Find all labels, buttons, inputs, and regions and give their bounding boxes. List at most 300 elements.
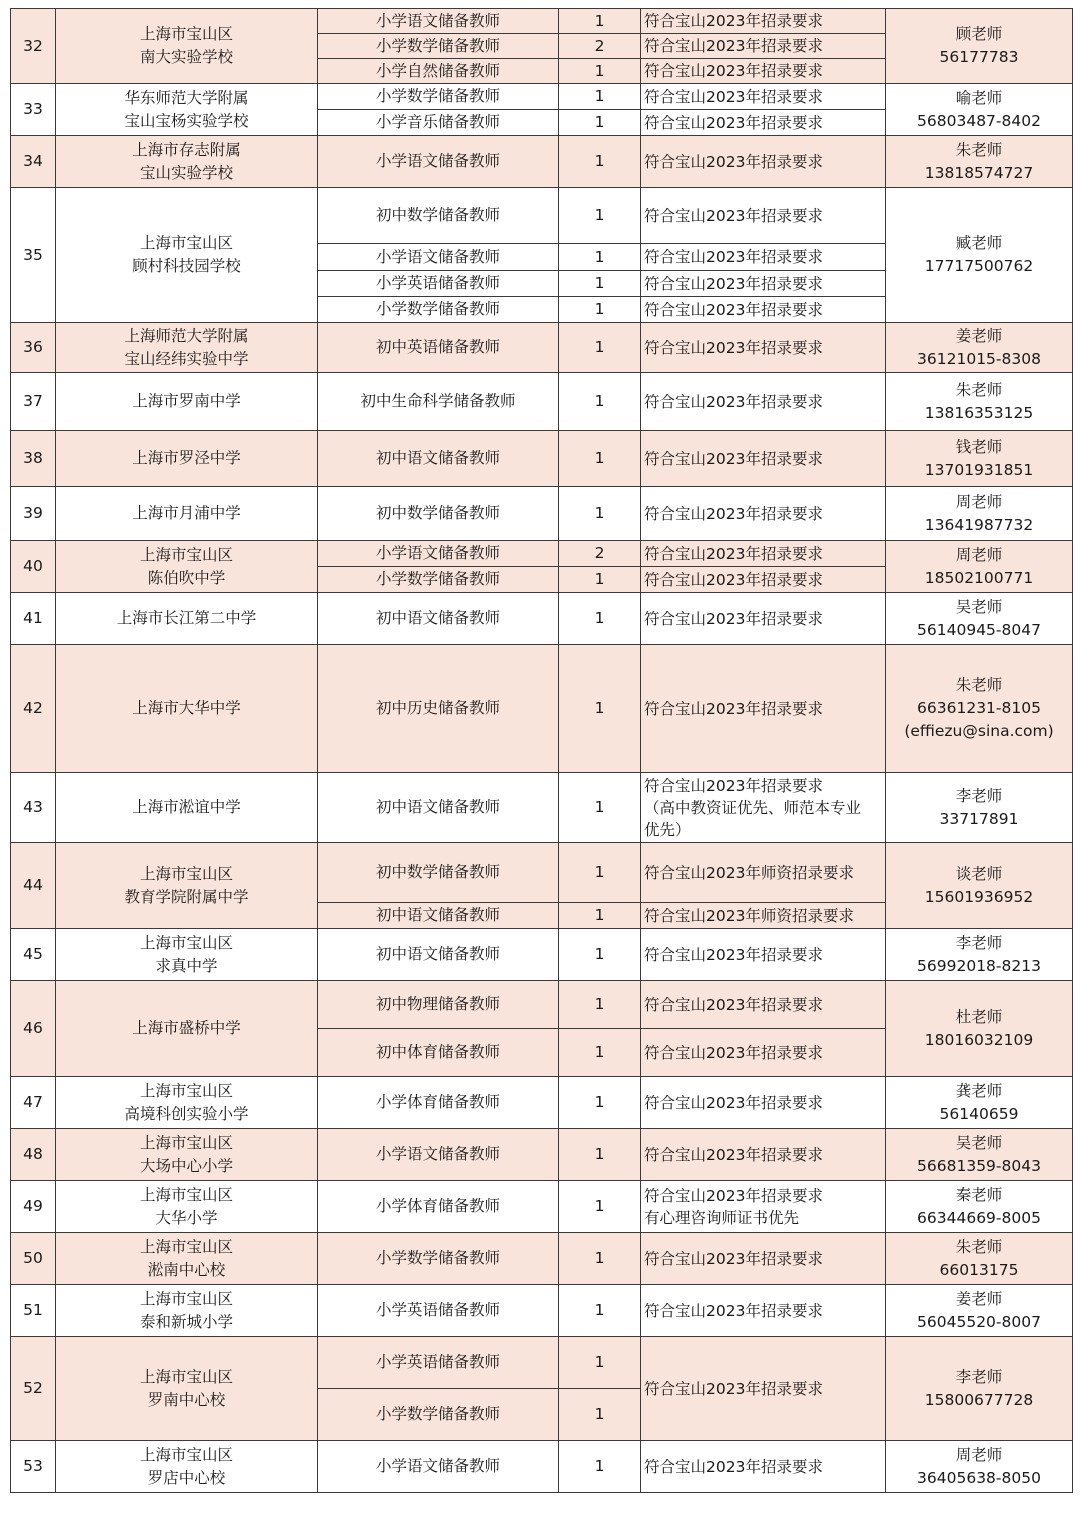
school-name (56, 1233, 318, 1285)
position-count: 1 (559, 843, 641, 903)
contact-info-line: 33717891 (939, 809, 1019, 828)
requirement (641, 843, 886, 903)
school-name (56, 541, 318, 593)
position-count: 1 (559, 773, 641, 843)
position-title: 小学自然储备教师 (318, 59, 559, 84)
school-name (56, 84, 318, 136)
school-name (56, 843, 318, 929)
table-row (11, 645, 1073, 773)
table-row (11, 1285, 1073, 1337)
school-name-line: 教育学院附属中学 (124, 887, 249, 906)
contact-info-line: 臧老师 (955, 234, 1003, 252)
contact-info-line: 56803487-8402 (917, 111, 1041, 130)
position-title: 小学语文储备教师 (318, 9, 559, 34)
contact-info-line: 18502100771 (924, 568, 1034, 587)
position-count: 1 (559, 9, 641, 34)
requirement-line: 符合宝山2023年招录要求 (644, 449, 823, 468)
position-title: 初中历史储备教师 (318, 645, 559, 773)
requirement-line: 符合宝山2023年招录要求 (644, 609, 823, 628)
requirement-line: 符合宝山2023年招录要求 (644, 248, 823, 266)
position-count: 1 (559, 1029, 641, 1077)
school-name-line: 上海市宝山区 (139, 1445, 233, 1464)
position-count: 1 (559, 645, 641, 773)
contact-info-line: 周老师 (955, 492, 1003, 511)
requirement-line: 符合宝山2023年招录要求 (644, 1043, 823, 1062)
contact-info-line: 56177783 (939, 48, 1019, 66)
requirement (641, 773, 886, 843)
contact-info (886, 188, 1073, 323)
requirement (641, 1285, 886, 1337)
table-row (11, 323, 1073, 373)
school-name (56, 1285, 318, 1337)
school-name (56, 645, 318, 773)
table-row (11, 1441, 1073, 1493)
school-name (56, 1441, 318, 1493)
row-number: 48 (11, 1129, 56, 1181)
table-row (11, 541, 1073, 567)
school-name (56, 1129, 318, 1181)
position-count: 1 (559, 487, 641, 541)
position-title: 初中生命科学储备教师 (318, 373, 559, 431)
table-body (11, 9, 1073, 1493)
school-name-line: 大场中心小学 (139, 1156, 233, 1175)
position-title: 初中语文储备教师 (318, 431, 559, 487)
contact-info (886, 773, 1073, 843)
position-count: 1 (559, 1077, 641, 1129)
contact-info-line: 周老师 (955, 1445, 1003, 1464)
school-name-line: 陈伯吹中学 (147, 568, 226, 587)
position-title: 小学体育储备教师 (318, 1181, 559, 1233)
school-name-line: 高境科创实验小学 (124, 1104, 249, 1123)
position-count: 2 (559, 34, 641, 59)
school-name-line: 上海市宝山区 (139, 545, 233, 564)
requirement (641, 84, 886, 110)
school-name (56, 929, 318, 981)
position-count: 1 (559, 1337, 641, 1389)
requirement-line: 符合宝山2023年招录要求 (644, 1093, 823, 1112)
requirement-line: 符合宝山2023年招录要求 (644, 206, 823, 225)
contact-info-line: 56045520-8007 (917, 1312, 1041, 1331)
contact-info (886, 1077, 1073, 1129)
requirement-line: 符合宝山2023年招录要求 (644, 113, 823, 132)
school-name-line: 上海市盛桥中学 (132, 1019, 241, 1037)
contact-info-line: 姜老师 (955, 1289, 1003, 1308)
row-number: 39 (11, 487, 56, 541)
contact-info (886, 487, 1073, 541)
contact-info (886, 541, 1073, 593)
position-count: 2 (559, 541, 641, 567)
school-name-line: 宝山宝杨实验学校 (124, 111, 249, 130)
school-name-line: 上海市宝山区 (139, 1289, 233, 1308)
table-row (11, 1077, 1073, 1129)
contact-info (886, 1337, 1073, 1441)
requirement (641, 323, 886, 373)
contact-info-line: 吴老师 (955, 597, 1003, 616)
contact-info-line: 66361231-8105 (917, 699, 1041, 717)
position-title: 初中语文储备教师 (318, 903, 559, 929)
position-title: 小学语文储备教师 (318, 244, 559, 271)
contact-info-line: 李老师 (955, 933, 1003, 952)
position-count: 1 (559, 929, 641, 981)
row-number: 42 (11, 645, 56, 773)
position-count: 1 (559, 136, 641, 188)
requirement-line: 符合宝山2023年招录要求 (644, 87, 823, 106)
contact-info-line: 56140659 (939, 1104, 1019, 1123)
position-title: 初中语文储备教师 (318, 773, 559, 843)
requirement-line: 符合宝山2023年招录要求 (644, 1457, 823, 1476)
position-count: 1 (559, 1285, 641, 1337)
table-row (11, 929, 1073, 981)
row-number: 37 (11, 373, 56, 431)
school-name (56, 1337, 318, 1441)
requirement-line: 符合宝山2023年招录要求 (644, 1379, 823, 1398)
school-name (56, 9, 318, 84)
contact-info-line: 15800677728 (924, 1390, 1034, 1409)
school-name-line: 上海市罗南中学 (132, 392, 241, 410)
contact-info (886, 645, 1073, 773)
contact-info-line: 杜老师 (955, 1007, 1003, 1026)
position-title: 小学音乐储备教师 (318, 110, 559, 136)
requirement-line: 符合宝山2023年招录要求 (644, 776, 823, 795)
requirement (641, 9, 886, 34)
contact-info (886, 1129, 1073, 1181)
contact-info (886, 323, 1073, 373)
school-name-line: 上海市宝山区 (139, 1081, 233, 1100)
row-number: 35 (11, 188, 56, 323)
row-number: 47 (11, 1077, 56, 1129)
table-row (11, 1181, 1073, 1233)
contact-info-line: 朱老师 (955, 380, 1003, 399)
school-name-line: 宝山经纬实验中学 (124, 349, 249, 368)
row-number: 40 (11, 541, 56, 593)
contact-info-line: 谈老师 (955, 864, 1003, 883)
requirement (641, 541, 886, 567)
position-count: 1 (559, 431, 641, 487)
contact-info-line: 13701931851 (924, 460, 1034, 479)
school-name (56, 487, 318, 541)
position-title: 小学数学储备教师 (318, 84, 559, 110)
school-name-line: 大华小学 (155, 1208, 218, 1227)
contact-info-line: 18016032109 (924, 1030, 1034, 1049)
requirement (641, 1441, 886, 1493)
position-title: 小学体育储备教师 (318, 1077, 559, 1129)
school-name (56, 136, 318, 188)
requirement-line: 符合宝山2023年师资招录要求 (644, 863, 854, 882)
table-row (11, 373, 1073, 431)
position-count: 1 (559, 110, 641, 136)
position-title: 小学英语储备教师 (318, 1285, 559, 1337)
school-name (56, 593, 318, 645)
contact-info-line: 13818574727 (924, 163, 1034, 182)
contact-info-line: 顾老师 (955, 25, 1003, 43)
contact-info-line: 56140945-8047 (917, 620, 1041, 639)
requirement (641, 244, 886, 271)
contact-info-line: 秦老师 (955, 1185, 1003, 1204)
position-title: 小学数学储备教师 (318, 1389, 559, 1441)
contact-info (886, 843, 1073, 929)
school-name-line: 上海市宝山区 (139, 1133, 233, 1152)
school-name-line: 上海市宝山区 (139, 1367, 233, 1386)
requirement (641, 136, 886, 188)
requirement-line: 符合宝山2023年招录要求 (644, 12, 823, 30)
position-count: 1 (559, 323, 641, 373)
contact-info-line: 钱老师 (955, 437, 1003, 456)
position-count: 1 (559, 297, 641, 323)
contact-info-line: 56681359-8043 (917, 1156, 1041, 1175)
row-number: 52 (11, 1337, 56, 1441)
row-number: 41 (11, 593, 56, 645)
position-title: 小学英语储备教师 (318, 1337, 559, 1389)
school-name-line: 上海市罗泾中学 (132, 449, 241, 467)
row-number: 36 (11, 323, 56, 373)
requirement-line: 符合宝山2023年招录要求 (644, 1249, 823, 1268)
table-row (11, 1129, 1073, 1181)
requirement-line: 符合宝山2023年师资招录要求 (644, 906, 854, 925)
row-number: 32 (11, 9, 56, 84)
requirement (641, 59, 886, 84)
requirement-line: 符合宝山2023年招录要求 (644, 37, 823, 55)
requirement-line: 符合宝山2023年招录要求 (644, 945, 823, 964)
school-name (56, 1077, 318, 1129)
position-count: 1 (559, 373, 641, 431)
requirement-line: 符合宝山2023年招录要求 (644, 570, 823, 589)
requirement (641, 297, 886, 323)
position-title: 小学数学储备教师 (318, 297, 559, 323)
school-name-line: 上海市月浦中学 (132, 504, 241, 522)
contact-info-line: (effiezu@sina.com) (904, 722, 1054, 740)
contact-info-line: 66344669-8005 (917, 1208, 1041, 1227)
requirement-line: 符合宝山2023年招录要求 (644, 995, 823, 1014)
requirement-line: 有心理咨询师证书优先 (644, 1208, 800, 1227)
school-name (56, 1181, 318, 1233)
school-name-line: 华东师范大学附属 (124, 88, 249, 107)
requirement (641, 981, 886, 1029)
school-name-line: 上海市淞谊中学 (132, 798, 241, 816)
table-row (11, 981, 1073, 1029)
requirement-line: 符合宝山2023年招录要求 (644, 1301, 823, 1320)
position-count: 1 (559, 981, 641, 1029)
position-count: 1 (559, 567, 641, 593)
requirement (641, 929, 886, 981)
requirement (641, 1129, 886, 1181)
requirement (641, 645, 886, 773)
table-row (11, 773, 1073, 843)
contact-info-line: 56992018-8213 (917, 956, 1041, 975)
school-name-line: 上海市宝山区 (139, 1185, 233, 1204)
position-count: 1 (559, 1441, 641, 1493)
contact-info (886, 593, 1073, 645)
position-title: 初中数学储备教师 (318, 487, 559, 541)
row-number: 49 (11, 1181, 56, 1233)
contact-info (886, 136, 1073, 188)
position-count: 1 (559, 84, 641, 110)
contact-info-line: 喻老师 (955, 88, 1003, 107)
position-count: 1 (559, 1129, 641, 1181)
school-name-line: 上海师范大学附属 (124, 326, 249, 345)
position-title: 初中英语储备教师 (318, 323, 559, 373)
requirement (641, 593, 886, 645)
school-name-line: 上海市存志附属 (132, 140, 241, 159)
requirement (641, 1233, 886, 1285)
school-name-line: 泰和新城小学 (139, 1312, 233, 1331)
school-name (56, 431, 318, 487)
school-name (56, 188, 318, 323)
requirement-line: 优先） (644, 820, 691, 839)
requirement (641, 34, 886, 59)
contact-info-line: 朱老师 (955, 1237, 1003, 1256)
position-title: 小学数学储备教师 (318, 567, 559, 593)
requirement (641, 188, 886, 244)
contact-info (886, 1233, 1073, 1285)
position-count: 1 (559, 271, 641, 297)
recruitment-table (10, 8, 1073, 1493)
position-count: 1 (559, 593, 641, 645)
requirement (641, 110, 886, 136)
row-number: 38 (11, 431, 56, 487)
contact-info-line: 朱老师 (955, 676, 1003, 694)
requirement (641, 1029, 886, 1077)
contact-info-line: 17717500762 (924, 257, 1034, 275)
requirement-line: （高中教资证优先、师范本专业 (644, 798, 862, 817)
table-row (11, 431, 1073, 487)
contact-info-line: 周老师 (955, 545, 1003, 564)
table-row (11, 1233, 1073, 1285)
school-name-line: 上海市宝山区 (139, 933, 233, 952)
position-count: 1 (559, 903, 641, 929)
requirement-line: 符合宝山2023年招录要求 (644, 699, 823, 718)
contact-info-line: 龚老师 (955, 1081, 1003, 1100)
position-title: 初中数学储备教师 (318, 843, 559, 903)
school-name-line: 宝山实验学校 (139, 163, 233, 182)
contact-info-line: 66013175 (939, 1260, 1019, 1279)
contact-info (886, 981, 1073, 1077)
position-title: 小学语文储备教师 (318, 1441, 559, 1493)
contact-info (886, 1181, 1073, 1233)
contact-info-line: 李老师 (955, 1367, 1003, 1386)
requirement-line: 符合宝山2023年招录要求 (644, 544, 823, 563)
contact-info (886, 1285, 1073, 1337)
school-name (56, 981, 318, 1077)
table-row (11, 843, 1073, 903)
requirement-line: 符合宝山2023年招录要求 (644, 504, 823, 523)
requirement (641, 1181, 886, 1233)
requirement-line: 符合宝山2023年招录要求 (644, 1145, 823, 1164)
table-row (11, 1337, 1073, 1389)
school-name-line: 顾村科技园学校 (132, 257, 241, 275)
position-count: 1 (559, 1181, 641, 1233)
contact-info-line: 36121015-8308 (917, 349, 1041, 368)
contact-info-line: 13641987732 (924, 515, 1034, 534)
table-row (11, 136, 1073, 188)
table-row (11, 9, 1073, 34)
school-name-line: 上海市大华中学 (132, 699, 241, 717)
row-number: 44 (11, 843, 56, 929)
table-row (11, 84, 1073, 110)
school-name-line: 南大实验学校 (139, 48, 233, 66)
contact-info-line: 朱老师 (955, 140, 1003, 159)
position-count: 1 (559, 244, 641, 271)
contact-info (886, 431, 1073, 487)
requirement (641, 373, 886, 431)
position-title: 小学语文储备教师 (318, 136, 559, 188)
table-row (11, 188, 1073, 244)
school-name-line: 上海市宝山区 (139, 864, 233, 883)
school-name (56, 373, 318, 431)
position-count: 1 (559, 1389, 641, 1441)
position-title: 小学数学储备教师 (318, 1233, 559, 1285)
school-name (56, 323, 318, 373)
requirement (641, 487, 886, 541)
requirement-line: 符合宝山2023年招录要求 (644, 1186, 823, 1205)
table-row (11, 487, 1073, 541)
contact-info-line: 13816353125 (924, 403, 1034, 422)
position-title: 初中体育储备教师 (318, 1029, 559, 1077)
position-title: 初中语文储备教师 (318, 593, 559, 645)
position-count: 1 (559, 59, 641, 84)
row-number: 46 (11, 981, 56, 1077)
requirement (641, 271, 886, 297)
contact-info (886, 84, 1073, 136)
contact-info (886, 1441, 1073, 1493)
table-row (11, 593, 1073, 645)
school-name-line: 求真中学 (155, 956, 218, 975)
school-name-line: 罗店中心校 (147, 1468, 226, 1487)
contact-info-line: 姜老师 (955, 326, 1003, 345)
row-number: 53 (11, 1441, 56, 1493)
position-title: 小学英语储备教师 (318, 271, 559, 297)
requirement-line: 符合宝山2023年招录要求 (644, 152, 823, 171)
position-count: 1 (559, 188, 641, 244)
requirement (641, 567, 886, 593)
row-number: 34 (11, 136, 56, 188)
row-number: 45 (11, 929, 56, 981)
school-name-line: 上海市长江第二中学 (116, 609, 257, 627)
requirement (641, 1337, 886, 1441)
school-name-line: 上海市宝山区 (139, 25, 233, 43)
contact-info (886, 929, 1073, 981)
requirement-line: 符合宝山2023年招录要求 (644, 338, 823, 357)
position-title: 小学语文储备教师 (318, 541, 559, 567)
requirement (641, 903, 886, 929)
requirement-line: 符合宝山2023年招录要求 (644, 392, 823, 411)
school-name-line: 上海市宝山区 (139, 1237, 233, 1256)
position-title: 初中数学储备教师 (318, 188, 559, 244)
contact-info-line: 吴老师 (955, 1133, 1003, 1152)
row-number: 51 (11, 1285, 56, 1337)
row-number: 43 (11, 773, 56, 843)
school-name-line: 淞南中心校 (147, 1260, 226, 1279)
row-number: 50 (11, 1233, 56, 1285)
requirement (641, 1077, 886, 1129)
row-number: 33 (11, 84, 56, 136)
position-title: 初中物理储备教师 (318, 981, 559, 1029)
position-title: 小学数学储备教师 (318, 34, 559, 59)
position-title: 小学语文储备教师 (318, 1129, 559, 1181)
contact-info (886, 9, 1073, 84)
requirement-line: 符合宝山2023年招录要求 (644, 300, 823, 319)
contact-info (886, 373, 1073, 431)
requirement-line: 符合宝山2023年招录要求 (644, 62, 823, 80)
requirement (641, 431, 886, 487)
school-name-line: 罗南中心校 (147, 1390, 226, 1409)
requirement-line: 符合宝山2023年招录要求 (644, 274, 823, 293)
position-title: 初中语文储备教师 (318, 929, 559, 981)
position-count: 1 (559, 1233, 641, 1285)
school-name (56, 773, 318, 843)
school-name-line: 上海市宝山区 (139, 234, 233, 252)
contact-info-line: 36405638-8050 (917, 1468, 1041, 1487)
contact-info-line: 李老师 (955, 786, 1003, 805)
